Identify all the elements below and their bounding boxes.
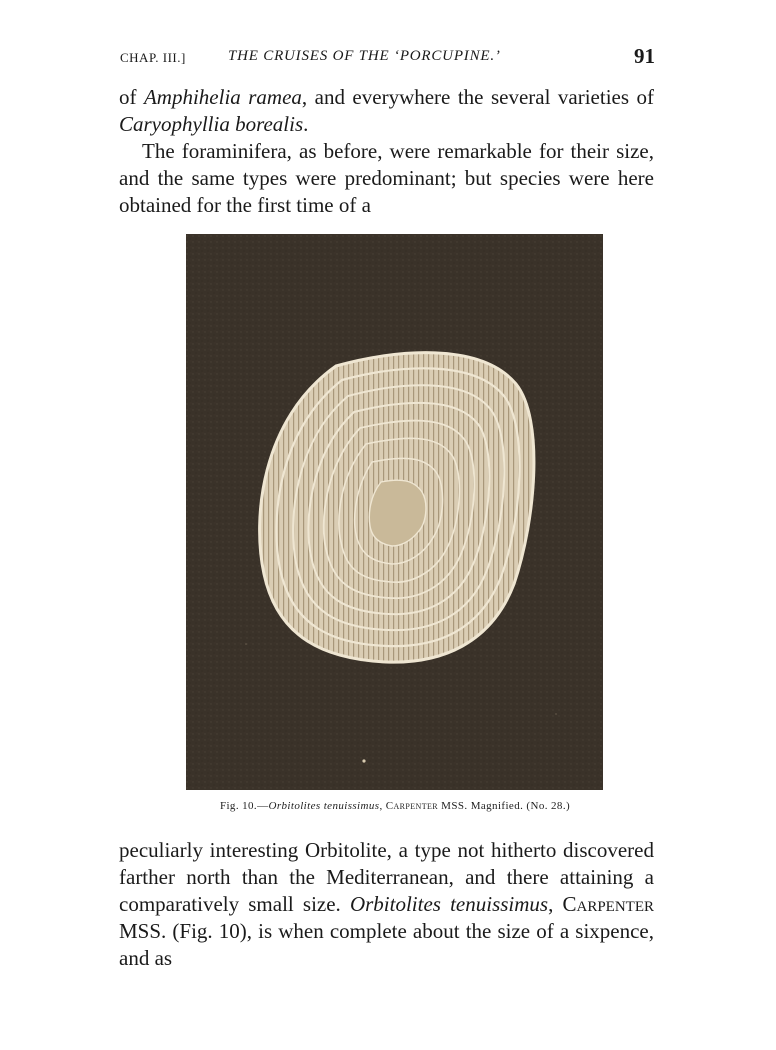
figure-plate: [186, 234, 603, 790]
text-run: peculiarly interesting Orbitolite, a type not hitherto discovered farther north than the Mediterranean, and there attaining a comparatively small size.: [119, 838, 654, 916]
paragraph-continued: [119, 84, 654, 138]
orbitolite-illustration: [186, 234, 603, 790]
species-name: Orbitolites tenuissimus: [349, 892, 549, 916]
text-run: .: [303, 112, 309, 136]
text-run: of: [119, 85, 144, 109]
author-name: Carpenter: [562, 892, 654, 916]
text-run: , and everywhere the several varieties of: [301, 85, 654, 109]
species-name: Caryophyllia borealis: [119, 112, 304, 136]
paragraph-foraminifera: The foraminifera, as before, were remarkable for their size, and the same types were predominant; but species were here obtained for the first time of a: [119, 139, 654, 217]
caption-rest: MSS. Magnified. (No. 28.): [438, 800, 571, 812]
running-title: THE CRUISES OF THE ‘PORCUPINE.’: [228, 48, 501, 64]
text-run: ,: [548, 892, 563, 916]
caption-species: Orbitolites tenuissimus: [268, 800, 380, 812]
paragraph-orbitolite: [119, 837, 654, 972]
figure-caption: [150, 800, 640, 812]
caption-label: Fig. 10.—: [219, 800, 269, 812]
body-text-top: [119, 84, 654, 219]
page-number: 91: [634, 44, 655, 68]
species-name: Amphihelia ramea: [143, 85, 302, 109]
body-text-bottom: [119, 837, 654, 972]
caption-author: , Carpenter: [379, 800, 439, 812]
running-head: [120, 44, 655, 72]
chapter-marker: CHAP. III.]: [120, 50, 186, 65]
text-run: MSS. (Fig. 10), is when complete about the size of a sixpence, and as: [119, 919, 654, 970]
orbitolite-disc: [260, 353, 534, 662]
